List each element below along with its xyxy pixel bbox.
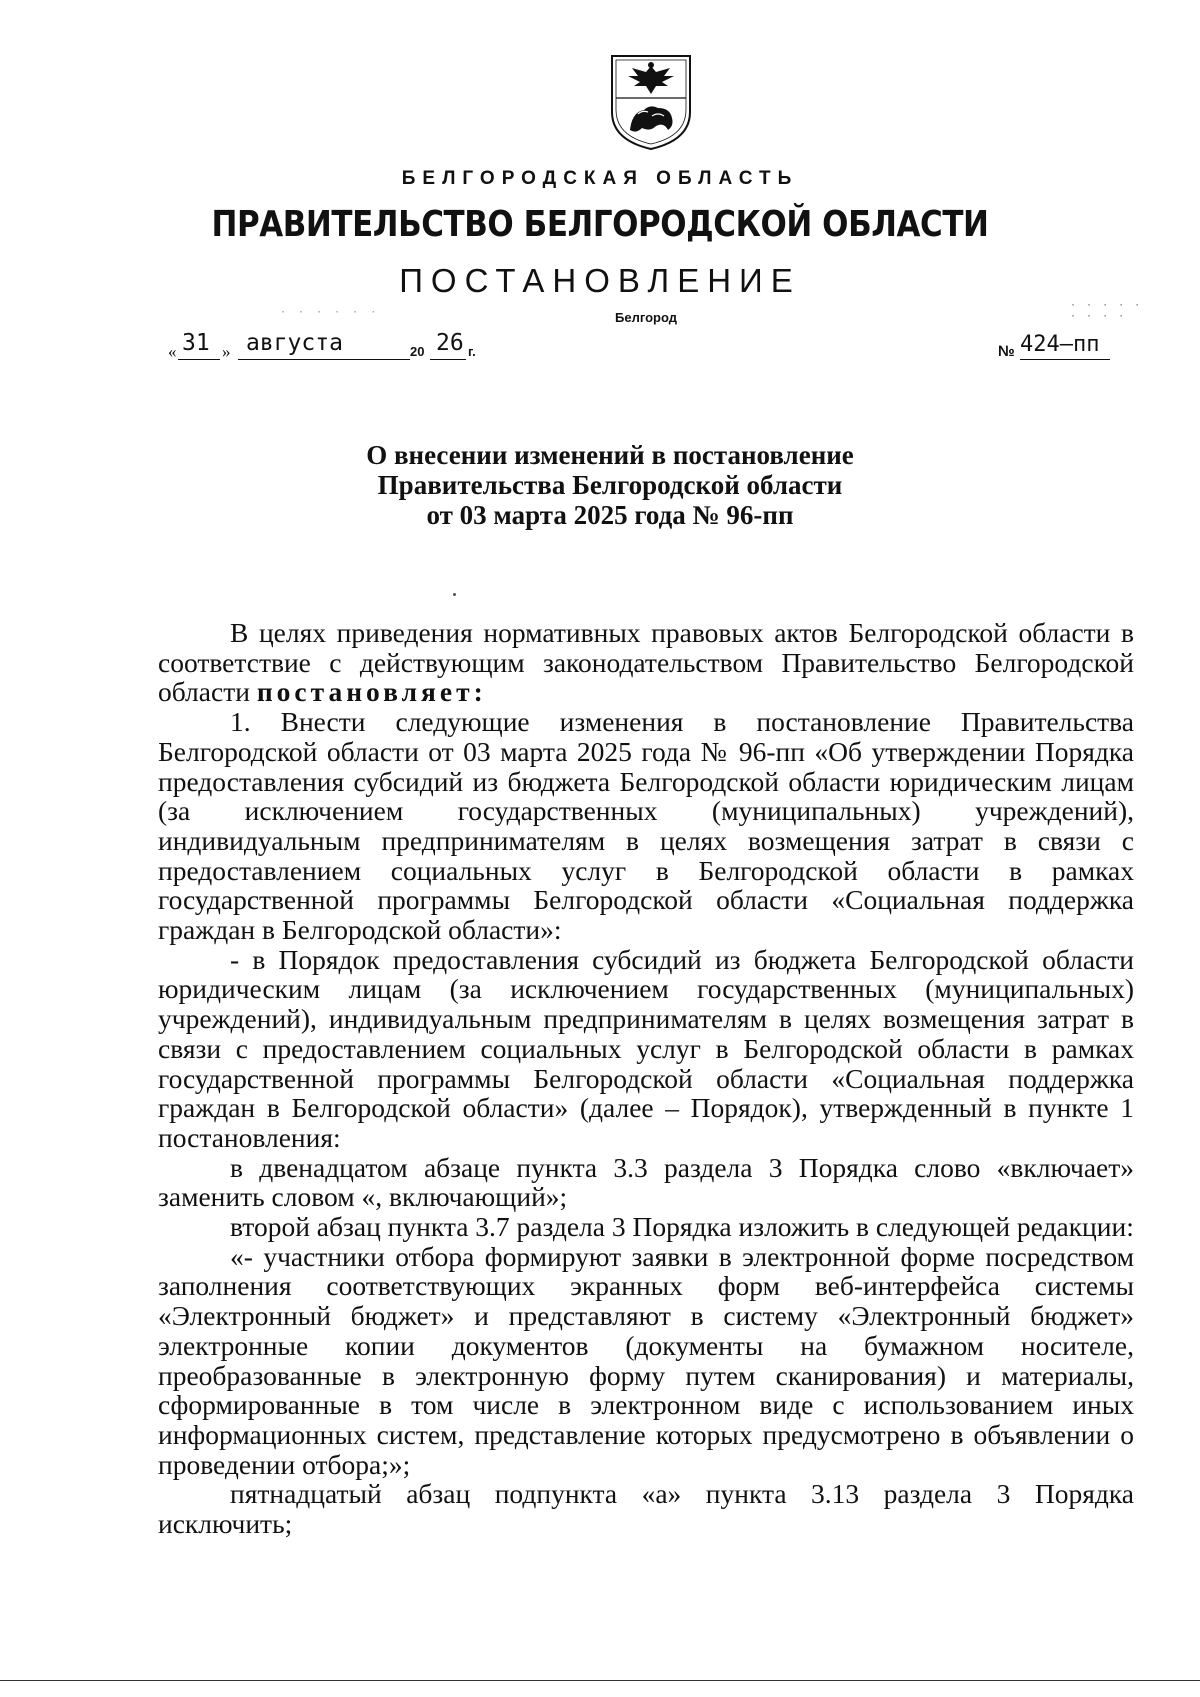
scan-bottom-edge: [0, 1680, 1200, 1681]
number-value: 424–пп: [1020, 332, 1100, 357]
decree-date: [168, 330, 498, 364]
city-name: Белгород: [615, 310, 677, 325]
preamble-text: В целях приведения нормативных правовых актов Белгородской области в соответствие с действующим законодательством Правительство Белгородской области: [158, 617, 1134, 708]
date-month: августа: [246, 330, 343, 356]
date-year-suffix: 26: [436, 330, 464, 356]
date-open-quote: «: [168, 342, 177, 361]
number-label: №: [998, 343, 1015, 360]
date-close-quote: »: [222, 342, 231, 361]
preamble-paragraph: [158, 618, 1134, 707]
date-day: 31: [182, 330, 210, 356]
decree-title: [0, 440, 1200, 530]
government-name: ПРАВИТЕЛЬСТВО БЕЛГОРОДСКОЙ ОБЛАСТИ: [211, 204, 989, 245]
paragraph-item-1: 1. Внести следующие изменения в постановление Правительства Белгородской области от 03 марта 2025 года № 96-пп «Об утверждении Порядка предоставления субсидий из бюджета Белгородской области юридическим лицам (за исключением государственных (муниципальных) учреждений), индивидуальным предпринимателям в целях возмещения затрат в связи с предоставлением социальных услуг в Белгородской области в рамках государственной программы Белгородской области «Социальная поддержка граждан в Белгородской области»:: [158, 706, 1134, 946]
paragraph-amendment-3-7: второй абзац пункта 3.7 раздела 3 Порядка изложить в следующей редакции:: [230, 1211, 1134, 1243]
document-type: ПОСТАНОВЛЕНИЕ: [399, 262, 801, 299]
decree-body: [158, 618, 1134, 1539]
region-name: БЕЛГОРОДСКАЯ ОБЛАСТЬ: [401, 168, 799, 189]
paragraph-amendment-3-13: пятнадцатый абзац подпункта «а» пункта 3.13 раздела 3 Порядка исключить;: [158, 1478, 1134, 1540]
title-line-1: О внесении изменений в постановление: [366, 440, 854, 470]
paragraph-new-wording: «- участники отбора формируют заявки в электронной форме посредством заполнения соответствующих экранных форм веб-интерфейса системы «Электронный бюджет» и представляют в систему «Электронный бюджет» электронные копии документов (документы на бумажном носителе, преобразованные в электронную форму путем сканирования) и материалы, сформированные в том числе в электронном виде с использованием иных информационных систем, представление которых предусмотрено в объявлении о проведении отбора;»;: [158, 1240, 1134, 1480]
title-line-3: от 03 марта 2025 года № 96-пп: [426, 500, 794, 530]
scan-marks-right: · · · · · · · · ·: [1070, 300, 1143, 322]
coat-of-arms-icon: [608, 52, 694, 152]
date-year-prefix: 20: [410, 344, 425, 359]
title-line-2: Правительства Белгородской области: [377, 470, 843, 500]
paragraph-amendment-3-3: в двенадцатом абзаце пункта 3.3 раздела 3 Порядка слово «включает» заменить словом «, включающий»;: [158, 1151, 1134, 1213]
date-year-abbr: г.: [468, 344, 476, 359]
resolves-word: постановляет:: [256, 676, 487, 708]
paragraph-amendment-intro: - в Порядок предоставления субсидий из бюджета Белгородской области юридическим лицам (за исключением государственных (муниципальных) учреждений), индивидуальным предпринимателям в целях возмещения затрат в связи с предоставлением социальных услуг в Белгородской области в рамках государственной программы Белгородской области «Социальная поддержка граждан в Белгородской области» (далее – Порядок), утвержденный в пункте 1 постановления:: [158, 943, 1134, 1153]
scan-marks: · · · · · ·: [280, 307, 380, 318]
decree-number: [998, 330, 1118, 364]
